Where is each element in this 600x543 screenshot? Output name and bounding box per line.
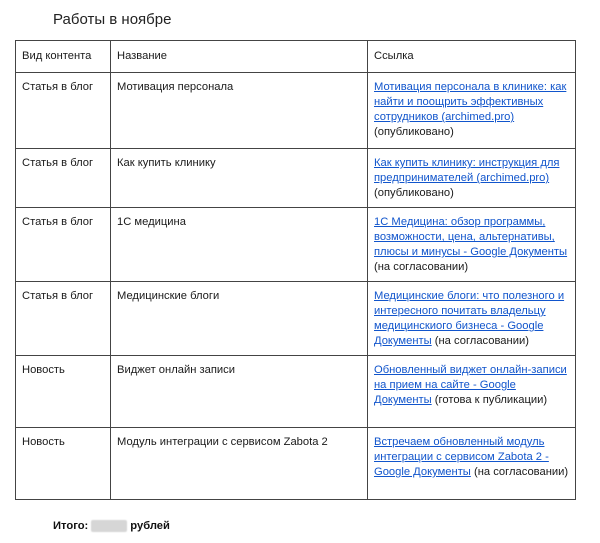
status-text: (на согласовании)	[374, 261, 469, 273]
name-cell: Медицинские блоги	[111, 282, 368, 356]
name-cell: Мотивация персонала	[111, 73, 368, 149]
name-cell: Виджет онлайн записи	[111, 356, 368, 428]
page-title: Работы в ноябре	[53, 11, 172, 28]
document-link[interactable]: Медицинские блоги: что полезного и интересного почитать владельцу медицинскиого бизнеса - Google Документы	[374, 290, 565, 347]
name-cell: Модуль интеграции с сервисом Zabota 2	[111, 428, 368, 500]
header-content-type: Вид контента	[16, 41, 111, 73]
content-type-cell: Статья в блог	[16, 149, 111, 208]
link-cell	[368, 428, 576, 500]
table-header-row	[16, 41, 576, 73]
document-link[interactable]: 1С Медицина: обзор программы, возможности, цена, альтернативы, плюсы и минусы - Google Документы	[374, 216, 568, 258]
document-link[interactable]: Встречаем обновленный модуль интеграции с сервисом Zabota 2 - Google Документы	[374, 436, 549, 478]
document-link[interactable]: Обновленный виджет онлайн-записи на прием на сайте - Google Документы	[374, 364, 567, 406]
link-cell	[368, 149, 576, 208]
header-link: Ссылка	[368, 41, 576, 73]
link-cell	[368, 208, 576, 282]
name-cell: Как купить клинику	[111, 149, 368, 208]
total-line	[53, 520, 170, 532]
table-row	[16, 149, 576, 208]
header-name: Название	[111, 41, 368, 73]
redacted-amount	[91, 520, 127, 532]
status-text: (опубликовано)	[374, 187, 454, 199]
content-type-cell: Статья в блог	[16, 73, 111, 149]
table-row	[16, 428, 576, 500]
total-currency: рублей	[130, 520, 170, 532]
status-text: (готова к публикации)	[434, 394, 548, 406]
table-row	[16, 282, 576, 356]
content-type-cell: Новость	[16, 356, 111, 428]
status-text: (на согласовании)	[434, 335, 529, 347]
table-row	[16, 356, 576, 428]
name-cell: 1С медицина	[111, 208, 368, 282]
table-row	[16, 208, 576, 282]
document-link[interactable]: Как купить клинику: инструкция для предпринимателей (archimed.pro)	[374, 157, 560, 184]
total-label: Итого:	[53, 520, 89, 532]
link-cell	[368, 73, 576, 149]
content-type-cell: Статья в блог	[16, 282, 111, 356]
link-cell	[368, 356, 576, 428]
status-text: (опубликовано)	[374, 126, 454, 138]
content-type-cell: Новость	[16, 428, 111, 500]
status-text: (на согласовании)	[473, 466, 569, 478]
table-row	[16, 73, 576, 149]
link-cell	[368, 282, 576, 356]
document-link[interactable]: Мотивация персонала в клинике: как найти и поощрить эффективных сотрудников (archimed.pro)	[374, 81, 567, 123]
works-table	[15, 40, 576, 500]
content-type-cell: Статья в блог	[16, 208, 111, 282]
